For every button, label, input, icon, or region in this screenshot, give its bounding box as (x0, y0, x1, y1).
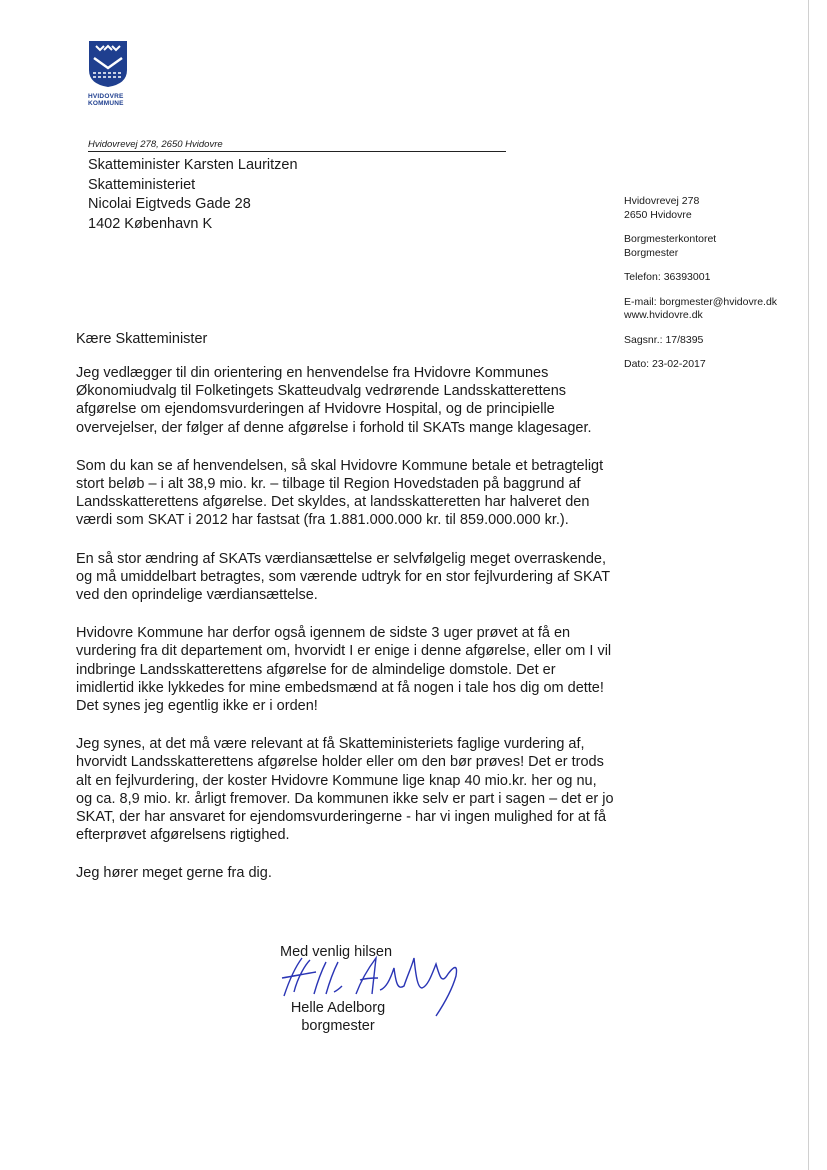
coat-of-arms-icon (88, 40, 128, 88)
salutation: Kære Skatteminister (76, 331, 208, 347)
recipient-street: Nicolai Eigtveds Gade 28 (88, 196, 251, 212)
signer-name: Helle Adelborg (290, 1000, 386, 1016)
sender-phone: Telefon: 36393001 (624, 271, 711, 283)
sender-address1: Hvidovrevej 278 (624, 195, 700, 207)
sender-sidebar (624, 195, 777, 383)
paragraph-6: Jeg hører meget gerne fra dig. (76, 865, 272, 882)
paragraph-1: Jeg vedlægger til din orientering en henvendelse fra Hvidovre Kommunes Økonomiudvalg til Folketingets Skatteudvalg vedrørende Landsskatterettens afgørelse om ejendomsvurderingen af Hvidovre Hospital, og de principielle overvejelser, der følger af denne afgørelse i forhold til SKATs mange klagesager. (76, 365, 592, 436)
sender-address2: 2650 Hvidovre (624, 208, 692, 221)
signer-title: borgmester (301, 1018, 375, 1034)
logo-line2: KOMMUNE (88, 100, 124, 107)
sender-title: Borgmester (624, 246, 679, 259)
case-number: Sagsnr.: 17/8395 (624, 333, 704, 346)
paragraph-2: Som du kan se af henvendelsen, så skal Hvidovre Kommune betale et betragteligt stort beløb – i alt 38,9 mio. kr. – tilbage til Region Hovedstaden på baggrund af Landsskatterettens afgørelse. Det skyldes, at landsskatteretten har halveret den værdi som SKAT i 2012 har fastsat (fra 1.881.000.000 kr. til 859.000.000 kr.). (76, 457, 604, 529)
paragraph-3: En så stor ændring af SKATs værdiansættelse er selvfølgelig meget overraskende, og må umiddelbart betragtes, som værende udtryk for en stor fejlvurdering af SKAT ved den oprindelige værdiansættelse. (76, 550, 610, 604)
return-address: Hvidovrevej 278, 2650 Hvidovre (88, 139, 506, 152)
page-edge-line (808, 0, 809, 1170)
recipient-address (88, 156, 298, 234)
sender-office: Borgmesterkontoret (624, 233, 717, 245)
paragraph-5: Jeg synes, at det må være relevant at få Skatteministeriets faglige vurdering af, hvorvidt Landsskatterettens afgørelse holder eller om den bør prøves! Det er trods alt en fejlvurdering, der koster Hvidovre Kommune lige knap 40 mio.kr. her og nu, og ca. 8,9 mio. kr. årligt fremover. Da kommunen ikke selv er part i sagen – det er jo SKAT, der har ansvaret for ejendomsvurderingerne - har vi ingen mulighed for at få efterprøvet afgørelsens rigtighed. (76, 736, 614, 844)
sender-web: www.hvidovre.dk (624, 309, 703, 321)
recipient-name: Skatteminister Karsten Lauritzen (88, 157, 298, 173)
recipient-org: Skatteministeriet (88, 176, 196, 193)
letter-date: Dato: 23-02-2017 (624, 358, 706, 370)
paragraph-4: Hvidovre Kommune har derfor også igennem de sidste 3 uger prøvet at få en vurdering fra dit departement om, hvorvidt I er enige i denne afgørelse, eller om I vil indbringe Landsskatterettens afgørelse for de almindelige domstole. Det er imidlertid ikke lykkedes for mine embedsmænd at få nogen i tale hos dig om dette! Det synes jeg egentlig ikke er i orden! (76, 625, 612, 715)
logo-line1: HVIDOVRE (88, 93, 124, 100)
sender-email: E-mail: borgmester@hvidovre.dk (624, 295, 778, 308)
recipient-city: 1402 København K (88, 215, 213, 232)
closing-phrase: Med venlig hilsen (280, 944, 393, 960)
signer-block (283, 999, 393, 1035)
municipality-logo (88, 40, 130, 107)
letter-body (76, 364, 616, 903)
